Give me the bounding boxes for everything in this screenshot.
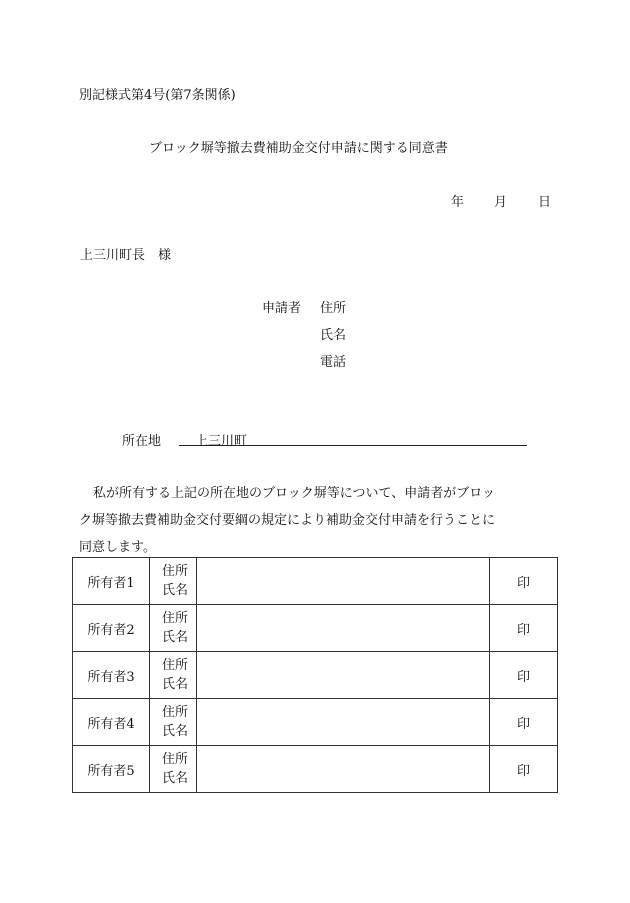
location-label: 所在地 — [122, 434, 162, 449]
owner-label: 所有者5 — [73, 746, 150, 793]
addressee: 上三川町長 様 — [80, 248, 172, 263]
owners-table — [72, 557, 558, 793]
owner-name-label: 氏名 — [162, 583, 189, 598]
seal-mark: 印 — [490, 699, 558, 746]
document-title: ブロック塀等撤去費補助金交付申請に関する同意書 — [149, 141, 448, 156]
owner-address-label: 住所 — [162, 611, 189, 626]
table-row — [73, 558, 558, 605]
owner-name-label: 氏名 — [162, 771, 189, 786]
owner-label: 所有者4 — [73, 699, 150, 746]
owner-entry-field[interactable] — [197, 699, 490, 746]
seal-mark: 印 — [490, 605, 558, 652]
table-row — [73, 605, 558, 652]
date-year-label: 年 — [451, 195, 465, 210]
owner-address-label: 住所 — [162, 658, 189, 673]
consent-line-2: ク塀等撤去費補助金交付要綱の規定により補助金交付申請を行うことに — [79, 513, 496, 528]
seal-mark: 印 — [490, 746, 558, 793]
owner-entry-field[interactable] — [197, 558, 490, 605]
seal-mark: 印 — [490, 558, 558, 605]
owner-field-labels — [150, 652, 197, 699]
applicant-label: 申請者 — [262, 301, 302, 316]
applicant-address-label: 住所 — [320, 301, 347, 316]
owner-field-labels — [150, 558, 197, 605]
owner-label: 所有者3 — [73, 652, 150, 699]
location-value: 上三川町 — [195, 434, 248, 449]
owner-field-labels — [150, 605, 197, 652]
owner-name-label: 氏名 — [162, 630, 189, 645]
owner-address-label: 住所 — [162, 564, 189, 579]
date-day-label: 日 — [538, 195, 552, 210]
applicant-phone-label: 電話 — [320, 355, 347, 370]
form-number: 別記様式第4号(第7条関係) — [79, 88, 236, 103]
owner-address-label: 住所 — [162, 752, 189, 767]
applicant-name-label: 氏名 — [320, 328, 347, 343]
consent-line-3: 同意します。 — [79, 540, 156, 555]
owner-name-label: 氏名 — [162, 677, 189, 692]
consent-line-1: 私が所有する上記の所在地のブロック塀等について、申請者がブロッ — [93, 486, 495, 501]
owner-entry-field[interactable] — [197, 746, 490, 793]
table-row — [73, 652, 558, 699]
owner-entry-field[interactable] — [197, 652, 490, 699]
seal-mark: 印 — [490, 652, 558, 699]
owner-field-labels — [150, 746, 197, 793]
table-row — [73, 699, 558, 746]
owner-entry-field[interactable] — [197, 605, 490, 652]
owner-label: 所有者1 — [73, 558, 150, 605]
owner-address-label: 住所 — [162, 705, 189, 720]
owner-label: 所有者2 — [73, 605, 150, 652]
date-month-label: 月 — [494, 195, 508, 210]
owner-field-labels — [150, 699, 197, 746]
location-underline — [179, 445, 527, 446]
consent-statement — [79, 480, 559, 561]
table-row — [73, 746, 558, 793]
owner-name-label: 氏名 — [162, 724, 189, 739]
